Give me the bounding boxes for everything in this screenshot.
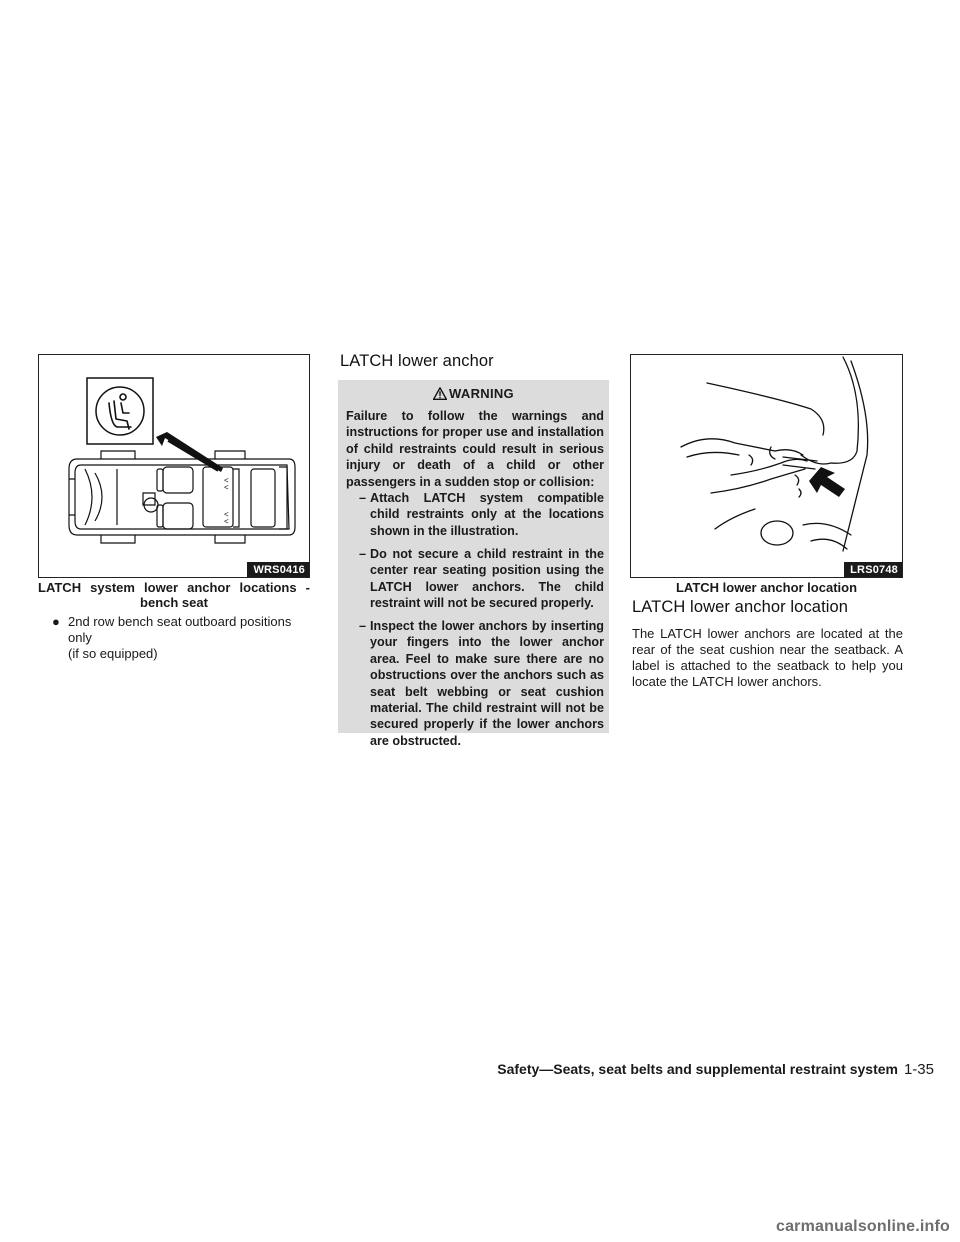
body-paragraph: The LATCH lower anchors are located at the rear of the seat cushion near the seatback. A label is attached to the seatback to help you locate the LATCH lower anchors.	[632, 626, 903, 689]
bullet-text-line-2: (if so equipped)	[68, 646, 158, 661]
page-number: 1-35	[903, 1061, 934, 1078]
warning-item	[346, 618, 604, 749]
vehicle-top-view-illustration	[39, 355, 309, 577]
figure-caption: LATCH lower anchor location	[675, 580, 858, 595]
section-heading-latch-lower-anchor-location: LATCH lower anchor location	[632, 598, 849, 616]
caption-line-1: LATCH system lower anchor locations -	[38, 580, 310, 595]
warning-item	[346, 490, 604, 539]
child-seat-symbol-icon	[87, 378, 153, 444]
hand-seat-illustration	[631, 355, 902, 577]
svg-text:<: <	[224, 517, 229, 526]
caption-line-2: bench seat	[140, 595, 208, 610]
bullet-icon: ●	[52, 614, 60, 629]
svg-text:<: <	[224, 476, 229, 485]
figure-caption	[38, 580, 310, 610]
watermark: carmanualsonline.info	[775, 1218, 950, 1235]
footer-section-title: Safety—Seats, seat belts and supplemental restraint system	[497, 1061, 898, 1077]
bullet-item	[48, 614, 318, 662]
bullet-text-line-1: 2nd row bench seat outboard positions only	[68, 614, 292, 645]
warning-item-text: Do not secure a child restraint in the center rear seating position using the LATCH lower anchors. The child restraint will not be secured properly.	[370, 547, 604, 611]
dash-marker: –	[358, 619, 366, 633]
figure-code: WRS0416	[247, 562, 309, 577]
warning-intro-text: Failure to follow the warnings and instructions for proper use and installation of child restraints could result in serious injury or death of a child or other passengers in a sudden stop or collision:	[346, 409, 604, 489]
figure-latch-anchor-location	[630, 354, 903, 578]
warning-item-text: Attach LATCH system compatible child restraints only at the locations shown in the illustration.	[370, 491, 604, 538]
svg-text:<: <	[224, 510, 229, 519]
svg-text:<: <	[224, 483, 229, 492]
page-footer	[497, 1061, 934, 1078]
warning-title	[338, 386, 609, 401]
warning-item	[346, 546, 604, 612]
dash-marker: –	[358, 491, 366, 505]
dash-marker: –	[358, 547, 366, 561]
figure-code: LRS0748	[844, 562, 902, 577]
figure-latch-anchor-locations	[38, 354, 310, 578]
warning-triangle-icon	[433, 387, 447, 400]
warning-title-text: WARNING	[449, 386, 514, 401]
warning-box	[338, 380, 609, 748]
warning-item-text: Inspect the lower anchors by inserting your fingers into the lower anchor area. Feel to make sure there are no obstructions over the anchors such as seat belt webbing or seat cushion material. The child restraint will not be secured properly if the lower anchors are obstructed.	[370, 619, 604, 748]
arrow-pointer-icon	[809, 467, 845, 497]
section-heading-latch-lower-anchor: LATCH lower anchor	[340, 352, 494, 370]
